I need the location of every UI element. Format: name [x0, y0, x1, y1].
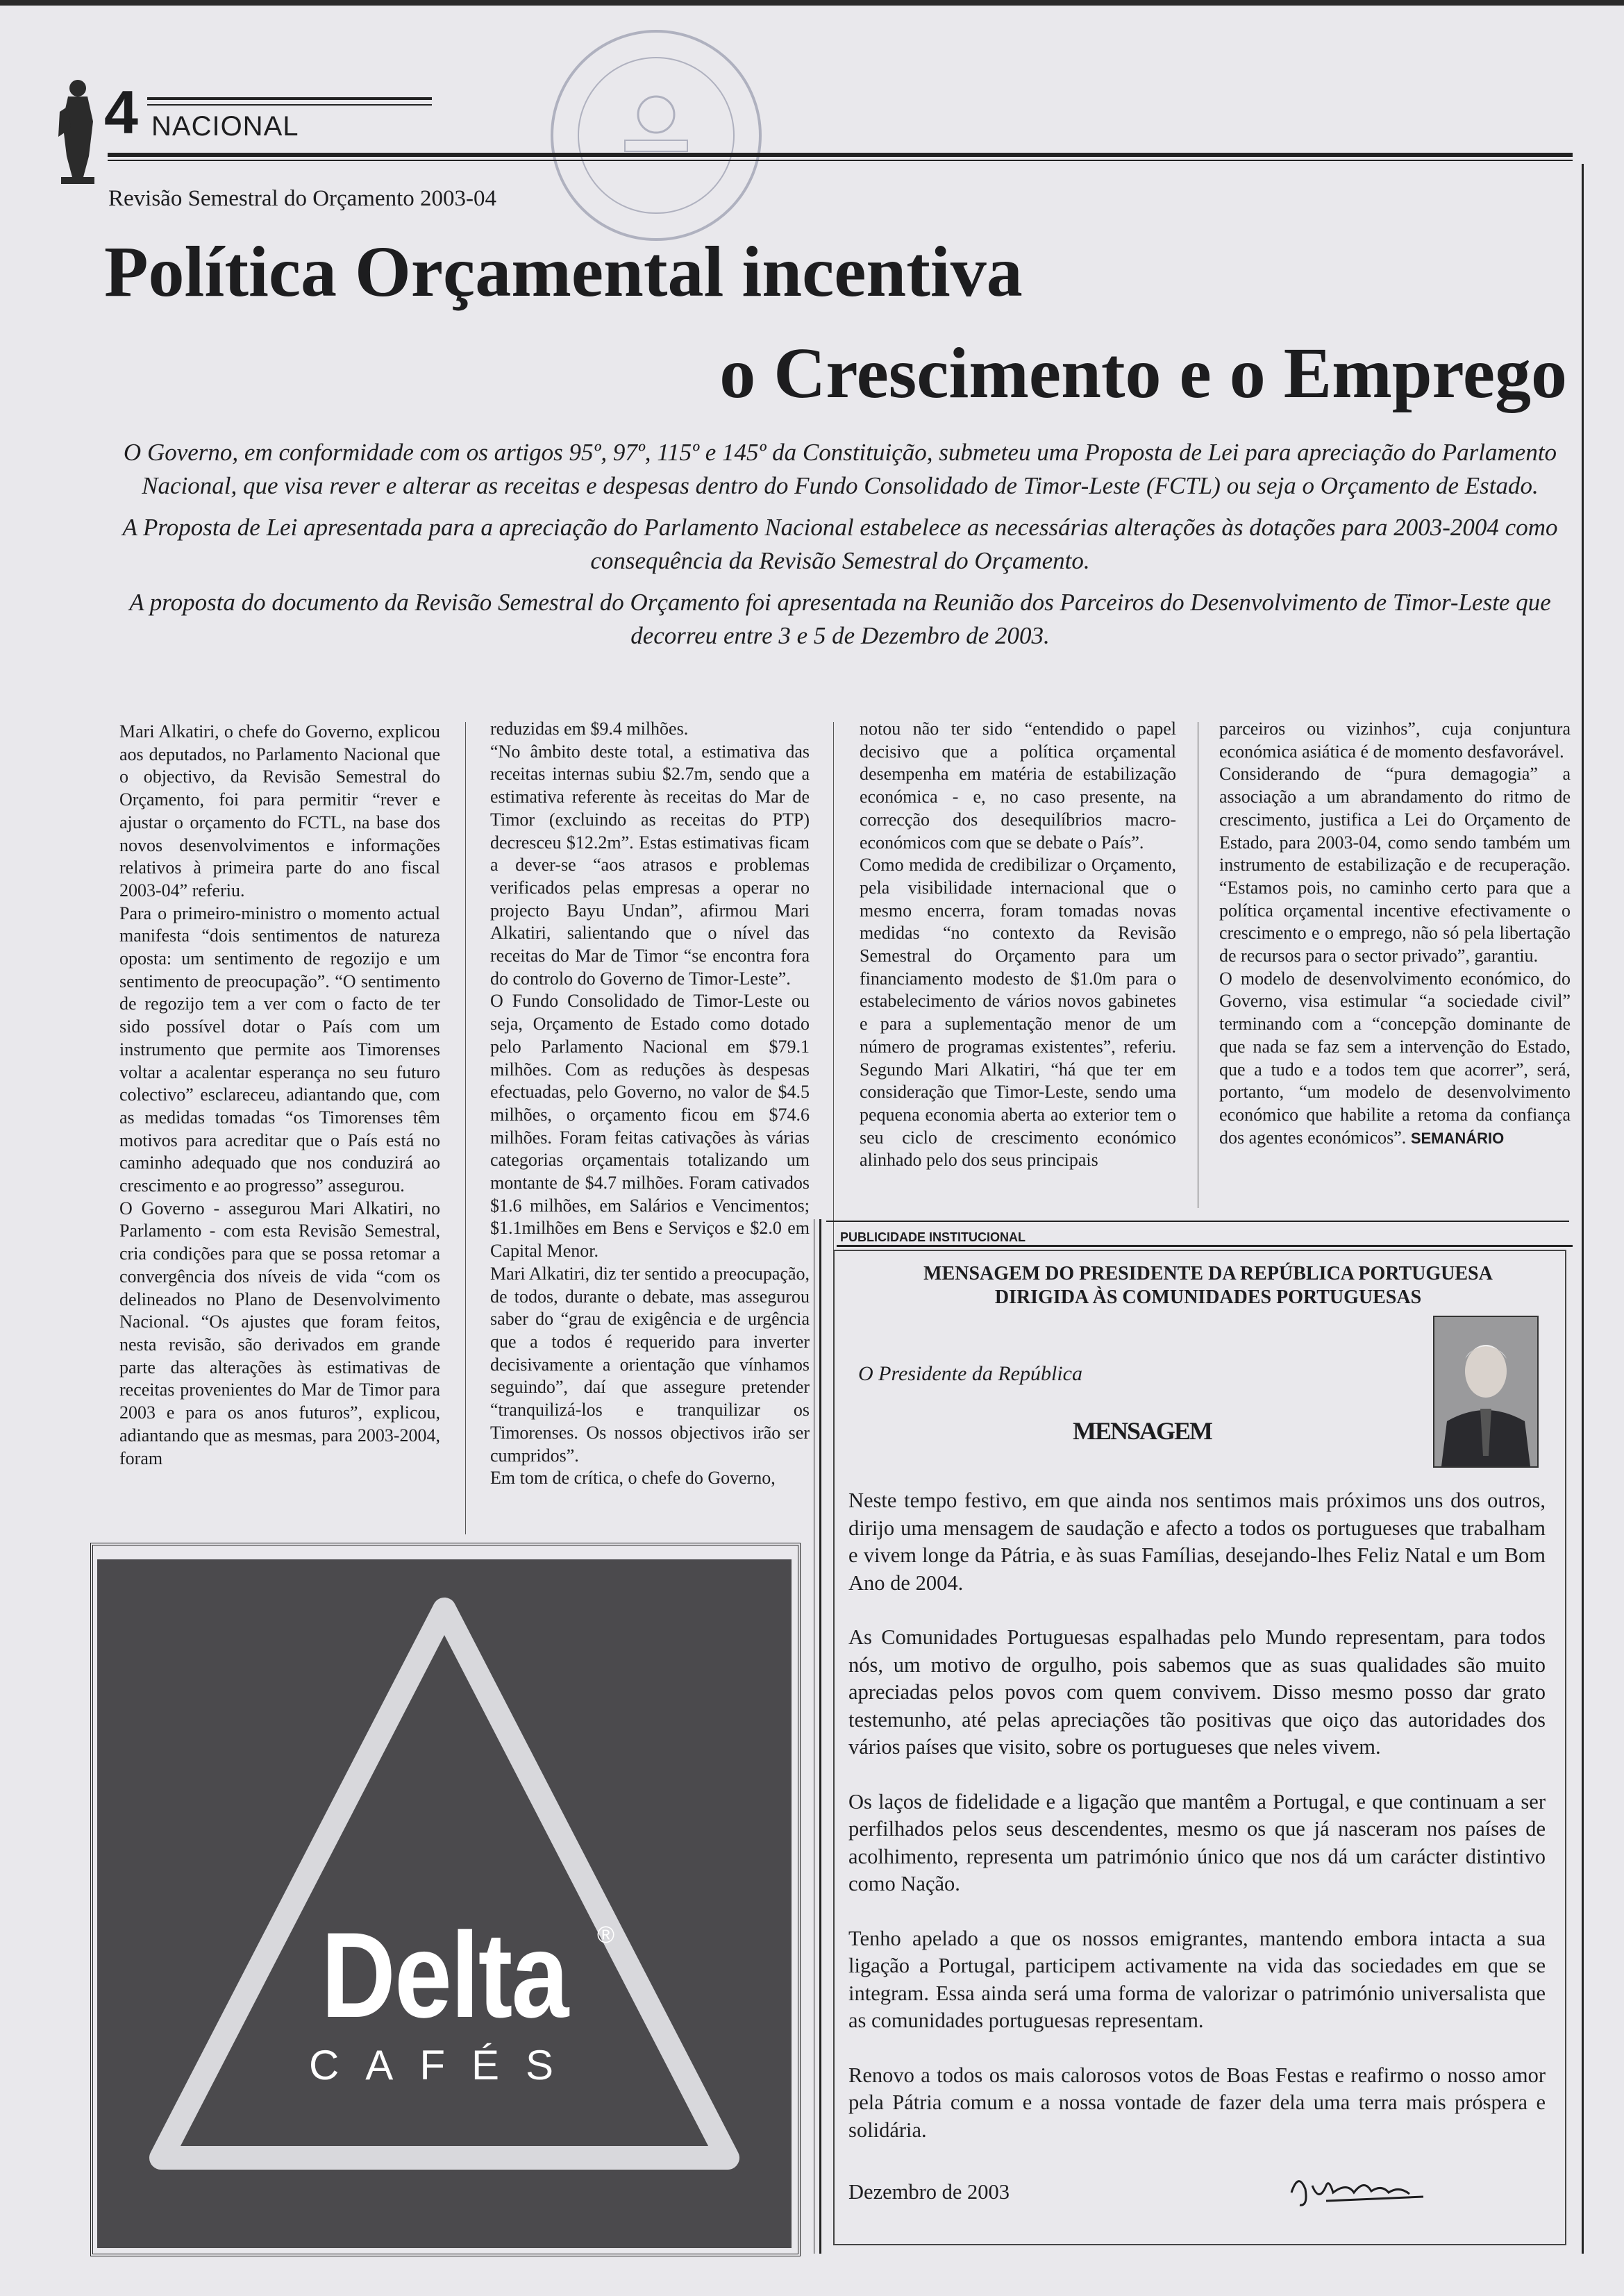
headline-line-2: o Crescimento e o Emprego [719, 333, 1567, 413]
paragraph: reduzidas em $9.4 milhões. [490, 719, 689, 739]
lead-paragraph: O Governo, em conformidade com os artigos 95º, 97º, 115º e 145º da Constituição, submeteu uma Proposta de Lei para apreciação do Parlamento Nacional, que visa rever e alterar as receitas e despesas dentro do Fundo Consolidado de Timor-Leste (FCTL) ou seja o Orçamento de Estado. [123, 439, 1557, 499]
article-column-3 [860, 718, 1176, 1172]
president-portrait-icon [1434, 1317, 1537, 1466]
message-title [861, 1262, 1555, 1309]
message-paragraph: Neste tempo festivo, em que ainda nos sentimos mais próximos uns dos outros, dirijo uma mensagem de saudação e afecto a todos os portugueses que trabalham e vivem longe da Pátria, e às suas Famílias, desejando-lhes Feliz Natal e um Bom Ano de 2004. [848, 1489, 1546, 1595]
pub-side-rule [819, 1219, 821, 2254]
lead-paragraph: A proposta do documento da Revisão Semestral do Orçamento foi apresentada na Reunião dos Parceiros do Desenvolvimento de Timor-Leste que decorreu entre 3 e 5 de Dezembro de 2003. [129, 589, 1551, 649]
headline-line-1: Política Orçamental incentiva [104, 232, 1023, 312]
message-paragraph: Renovo a todos os mais calorosos votos de Boas Festas e reafirmo o nosso amor pela Pátria comum e a nossa vontade de fazer dela uma terra mais próspera e solidária. [848, 2063, 1546, 2142]
message-paragraph: Tenho apelado a que os nossos emigrantes, mantendo embora intacta a sua ligação a Portugal, participem activamente na vida das sociedades em que se integram. Essa ainda será uma forma de valorizar o património universalista que as comunidades portuguesas representam. [848, 1926, 1546, 2032]
statue-emblem-icon [47, 73, 108, 187]
article-lead [104, 436, 1576, 661]
paragraph: notou não ter sido “entendido o papel decisivo que a política orçamental desempenha em matéria de estabilização económica - e, no caso presente, na correcção dos desequilíbrios macro-económicos com que se debate o País”. [860, 719, 1176, 853]
page-frame-right-rule [1582, 164, 1584, 2254]
article-column-2 [490, 718, 810, 1490]
column-rule [465, 722, 466, 1534]
president-title: O Presidente da República [858, 1362, 1082, 1385]
paragraph: Mari Alkatiri, diz ter sentido a preocupação, de todos, durante o debate, mas assegurou saber do “grau de exigência e de urgência que a todos é requerido para inverter decisivamente a orientação que vínhamos seguindo”, daí que assegure pretender “tranquilizá-los e tranquilizar os Timorenses. Os nossos objectivos irão ser cumpridos”. [490, 1263, 810, 1466]
message-date: Dezembro de 2003 [848, 2180, 1010, 2204]
message-title-line: DIRIGIDA ÀS COMUNIDADES PORTUGUESAS [994, 1287, 1422, 1308]
president-portrait [1433, 1316, 1539, 1468]
paragraph: O Governo - assegurou Mari Alkatiri, no Parlamento - com esta Revisão Semestral, cria condições para que se possa retomar a convergência dos níveis de vida “com os delineados no Plano de Desenvolvimento Nacional. “Os ajustes que foram feitos, nesta revisão, são derivados em grande parte das alterações às estimativas de receitas provenientes do Mar de Timor para 2003 e para os anos futuros”, explicou, adiantando que as mesmas, para 2003-2004, foram [119, 1198, 440, 1468]
article-signoff: SEMANÁRIO [1410, 1129, 1505, 1147]
header-rule-thin [108, 160, 1573, 161]
paragraph: Para o primeiro-ministro o momento actual manifesta “dois sentimentos de natureza oposta: um sentimento de regozijo e um sentimento de preocupação”. “O sentimento de regozijo tem a ver com o facto de ter sido possível dotar o País com um instrumento que permite aos Timorenses voltar a acalentar esperança no seu futuro colectivo” esclareceu, adiantando que, com as medidas tomadas “os Timorenses têm motivos para acreditar que o País está no caminho adequado que nos conduzirá ao crescimento e ao progresso” assegurou. [119, 903, 440, 1196]
paragraph: Em tom de crítica, o chefe do Governo, [490, 1468, 776, 1489]
paragraph: Mari Alkatiri, o chefe do Governo, explicou aos deputados, no Parlamento Nacional que o objectivo, da Revisão Semestral do Orçamento, foi para permitir “rever e ajustar o orçamento do FCTL, na base dos novos desenvolvimentos e informações relativos à primeira parte do ano fiscal 2003-04” referiu. [119, 721, 440, 900]
paragraph: parceiros ou vizinhos”, cuja conjuntura económica asiática é de momento desfavorável. [1219, 719, 1571, 762]
registered-mark: ® [597, 1922, 615, 1948]
message-body [848, 1487, 1546, 2171]
article-column-4 [1219, 718, 1571, 1150]
section-label: NACIONAL [151, 111, 299, 142]
pub-top-rule [826, 1221, 1569, 1222]
page-number: 4 [104, 78, 138, 146]
paragraph: Como medida de credibilizar o Orçamento, pela visibilidade internacional que o mesmo encerra, foram tomadas novas medidas “no contexto da Revisão Semestral do Orçamento para um financiamento modesto de $1.0m para o estabelecimento de vários novos gabinetes e para a suplementação menor de um número de programas existentes”, referiu. Segundo Mari Alkatiri, “há que ter em consideração que Timor-Leste, sendo uma pequena economia aberta ao exterior tem o seu ciclo de crescimento económico alinhado pelo dos seus principais [860, 855, 1176, 1171]
message-paragraph: Os laços de fidelidade e a ligação que mantêm a Portugal, e que continuam a ser perfilhados pelos seus descendentes, mesmo os que já nasceram nos países de acolhimento, representa um património único que nos dá um carácter distintivo como Nação. [848, 1789, 1546, 1895]
paragraph-text: O modelo de desenvolvimento económico, do Governo, visa estimular “a sociedade civil” terminando com a “concepção dominante de que nada se faz sem a intervenção do Estado, que a tudo e a todos tem que acorrer”, será, portanto, “um modelo de desenvolvimento económico que habilite a retoma da confiança dos agentes económicos”. [1219, 968, 1571, 1148]
paragraph [1219, 968, 1571, 1150]
header-rule [108, 153, 1573, 157]
message-paragraph: As Comunidades Portuguesas espalhadas pelo Mundo representam, para todos nós, um motivo de orgulho, pois sabemos que as suas qualidades são muito apreciadas pelos povos com quem convivem. Disso mesmo posso dar grato testemunho, até pelas apreciações tão positivas que oiço das autoridades dos vários países que visito, sobre os portugueses que neles vivem. [848, 1625, 1546, 1759]
section-rule [147, 97, 432, 100]
lead-paragraph: A Proposta de Lei apresentada para a apreciação do Parlamento Nacional estabelece as necessárias alterações às dotações para 2003-2004 como consequência da Revisão Semestral do Orçamento. [122, 514, 1558, 574]
article-column-1 [119, 721, 440, 1470]
paragraph: O Fundo Consolidado de Timor-Leste ou seja, Orçamento de Estado como dotado pelo Parlamento Nacional em $79.1 milhões. Com as reduções às despesas efectuadas, pelo Governo, no valor de $4.5 milhões, o orçamento ficou em $74.6 milhões. Foram feitas cativações às várias categorias orçamentais totalizando um montante de $4.7 milhões. Foram cativados $1.6 milhões, em Salários e Vencimentos; $1.1milhões em Bens e Serviços e $2.0 em Capital Menor. [490, 991, 810, 1262]
paragraph: Considerando de “pura demagogia” a associação a um abrandamento do ritmo de crescimento, justifica a Lei do Orçamento de Estado, para 2003-04, como sendo também um instrumento de estabilização e de recuperação. “Estamos pois, no caminho certo para que a política orçamental incentive efectivamente o crescimento e o emprego, não só pela libertação de recursos para o sector privado”, garantiu. [1219, 764, 1571, 966]
delta-triangle-logo-icon [97, 1559, 792, 2248]
president-signature-icon [1284, 2165, 1430, 2213]
message-title-line: MENSAGEM DO PRESIDENTE DA REPÚBLICA PORTUGUESA [923, 1263, 1493, 1284]
top-border-rule [0, 0, 1624, 6]
library-stamp-icon [542, 21, 771, 250]
publicidade-label: PUBLICIDADE INSTITUCIONAL [840, 1230, 1026, 1244]
delta-cafes-advert [97, 1559, 792, 2248]
delta-brand-name: Delta [321, 1908, 568, 2043]
delta-brand-subtitle: CAFÉS [308, 2042, 580, 2088]
message-heading: MENSAGEM [1073, 1417, 1212, 1445]
section-rule-thin [147, 104, 432, 106]
paragraph: “No âmbito deste total, a estimativa das receitas internas subiu $2.7m, sendo que a estimativa referente às receitas do Mar de Timor (excluindo as receitas do PTP) decresceu $12.2m”. Estas estimativas ficam a dever-se “aos atrasos e problemas verificados pelas empresas a operar no projecto Bayu Undan”, afirmou Mari Alkatiri, salientando que o nível das receitas do Mar de Timor “se encontra fora do controlo do Governo de Timor-Leste”. [490, 741, 810, 989]
article-kicker: Revisão Semestral do Orçamento 2003-04 [108, 186, 497, 211]
publicidade-label-rule [837, 1245, 1573, 1247]
